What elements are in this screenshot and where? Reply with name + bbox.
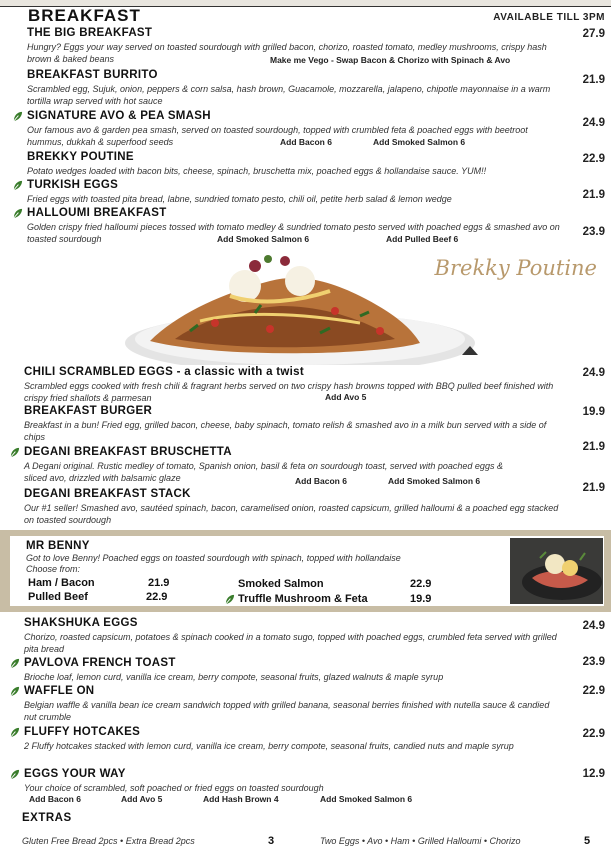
item-price: 22.9 bbox=[582, 153, 605, 165]
item-name: BREAKFAST BURRITO bbox=[27, 69, 158, 81]
item-price: 12.9 bbox=[582, 768, 605, 780]
item-description: 2 Fluffy hotcakes stacked with lemon curd, vanilla ice cream, berry compote, seasonal fruits, candied nuts and maple syrup bbox=[24, 741, 514, 751]
mr-benny-description bbox=[26, 553, 496, 575]
item-name: HALLOUMI BREAKFAST bbox=[27, 207, 167, 219]
vegetarian-leaf-icon bbox=[9, 727, 20, 738]
vegetarian-leaf-icon bbox=[9, 686, 20, 697]
item-description: Scrambled egg, Sujuk, onion, peppers & corn salsa, hash brown, Guacamole, mozzarella, jalapeno, chipotle mayonnaise in a warm tortilla wrap served with hot sauce bbox=[27, 84, 551, 106]
item-addon: Add Bacon 6 bbox=[29, 794, 81, 804]
item-addon: Add Smoked Salmon 6 bbox=[388, 476, 481, 486]
item-price: 22.9 bbox=[582, 685, 605, 697]
mr-benny-choose: Choose from: bbox=[26, 564, 81, 574]
item-description: Chorizo, roasted capsicum, potatoes & spinach cooked in a tomato sugo, topped with poached eggs, crumbled feta served with grilled pita bread bbox=[24, 632, 557, 654]
vegetarian-leaf-icon bbox=[12, 111, 23, 122]
item-description: Belgian waffle & vanilla bean ice cream sandwich topped with grilled banana, seasonal berries finished with nutella sauce & candied nut crumble bbox=[24, 700, 550, 722]
mr-benny-photo bbox=[510, 538, 603, 604]
vegetarian-leaf-icon bbox=[9, 769, 20, 780]
item-addon: Add Smoked Salmon 6 bbox=[320, 794, 413, 804]
item-name: SHAKSHUKA EGGS bbox=[24, 617, 138, 629]
item-price: 24.9 bbox=[582, 620, 605, 632]
benny-option-price: 22.9 bbox=[410, 578, 432, 590]
mr-benny-desc-text: Got to love Benny! Poached eggs on toasted sourdough with spinach, topped with hollandaise bbox=[26, 553, 401, 563]
item-price: 24.9 bbox=[582, 117, 605, 129]
item-description: A Degani original. Rustic medley of tomato, Spanish onion, basil & feta on sourdough toast, served with poached eggs & sliced avo, drizzled with balsamic glaze bbox=[24, 461, 503, 483]
benny-option-label: Truffle Mushroom & Feta bbox=[238, 593, 368, 605]
benny-option-label: Pulled Beef bbox=[28, 591, 88, 603]
benny-option-label: Smoked Salmon bbox=[238, 578, 324, 590]
photo-caption: Brekky Poutine bbox=[434, 256, 597, 280]
availability-note: AVAILABLE TILL 3PM bbox=[493, 12, 605, 23]
item-description: Golden crispy fried halloumi pieces tossed with tomato medley & sundried tomato pesto served with poached eggs & smashed avo on toasted sourdough bbox=[27, 222, 560, 244]
item-name: BREAKFAST BURGER bbox=[24, 405, 153, 417]
item-price: 24.9 bbox=[582, 367, 605, 379]
vegetarian-leaf-icon bbox=[9, 658, 20, 669]
item-name: BREKKY POUTINE bbox=[27, 151, 134, 163]
item-price: 23.9 bbox=[582, 656, 605, 668]
item-addon: Add Smoked Salmon 6 bbox=[373, 137, 466, 147]
item-addon: Add Bacon 6 bbox=[280, 137, 332, 147]
item-name: DEGANI BREAKFAST STACK bbox=[24, 488, 191, 500]
item-price: 19.9 bbox=[582, 406, 605, 418]
benny-option-price: 19.9 bbox=[410, 593, 432, 605]
benny-option-price: 22.9 bbox=[146, 591, 168, 603]
item-addon: Add Avo 5 bbox=[325, 392, 367, 402]
item-name: CHILI SCRAMBLED EGGS - a classic with a twist bbox=[24, 366, 304, 378]
item-name: WAFFLE ON bbox=[24, 685, 95, 697]
item-addon: Add Bacon 6 bbox=[295, 476, 347, 486]
extras-left-price: 3 bbox=[268, 835, 275, 847]
item-name: THE BIG BREAKFAST bbox=[27, 27, 153, 39]
item-description: Potato wedges loaded with bacon bits, cheese, spinach, bruschetta mix, poached eggs & hollandaise sauce. YUM!! bbox=[27, 166, 487, 176]
item-addon: Add Smoked Salmon 6 bbox=[217, 234, 310, 244]
benny-option-price: 21.9 bbox=[148, 577, 170, 589]
extras-right-list: Two Eggs • Avo • Ham • Grilled Halloumi • Chorizo bbox=[320, 836, 521, 846]
vegetarian-leaf-icon bbox=[12, 208, 23, 219]
item-description: Hungry? Eggs your way served on toasted sourdough with grilled bacon, chorizo, roasted tomato, medley mushrooms, crispy hash brown & baked beans bbox=[27, 42, 547, 64]
extras-title: EXTRAS bbox=[22, 812, 72, 824]
item-addon: Add Avo 5 bbox=[121, 794, 163, 804]
item-description: Breakfast in a bun! Fried egg, grilled bacon, cheese, baby spinach, tomato relish & smashed avo in a milk bun served with a side of chips bbox=[24, 420, 547, 442]
extras-right-price: 5 bbox=[584, 835, 591, 847]
vegetarian-leaf-icon bbox=[224, 594, 235, 605]
item-price: 21.9 bbox=[582, 189, 605, 201]
item-addon: Add Hash Brown 4 bbox=[203, 794, 279, 804]
item-description: Fried eggs with toasted pita bread, labne, sundried tomato pesto, chili oil, petite herb salad & lemon wedge bbox=[27, 194, 452, 204]
benny-option-label: Ham / Bacon bbox=[28, 577, 95, 589]
item-name: SIGNATURE AVO & PEA SMASH bbox=[27, 110, 211, 122]
item-description: Our #1 seller! Smashed avo, sautéed spinach, bacon, caramelised onion, roasted capsicum, grilled halloumi & a poached egg stacked on toasted sourdough bbox=[24, 503, 559, 525]
item-description: Our famous avo & garden pea smash, served on toasted sourdough, topped with crumbled feta & poached eggs with beetroot hummus, dukkah & superfood seeds bbox=[27, 125, 528, 147]
item-price: 21.9 bbox=[582, 441, 605, 453]
item-description: Scrambled eggs cooked with fresh chili & fragrant herbs served on two crispy hash browns topped with BBQ pulled beef finished with crispy fried shallots & parmesan bbox=[24, 381, 554, 403]
item-name: FLUFFY HOTCAKES bbox=[24, 726, 141, 738]
item-addon: Add Pulled Beef 6 bbox=[386, 234, 459, 244]
vegetarian-leaf-icon bbox=[12, 180, 23, 191]
item-name: TURKISH EGGS bbox=[27, 179, 119, 191]
item-addon: Make me Vego - Swap Bacon & Chorizo with Spinach & Avo bbox=[270, 55, 511, 65]
item-price: 23.9 bbox=[582, 226, 605, 238]
item-name: EGGS YOUR WAY bbox=[24, 768, 126, 780]
item-price: 22.9 bbox=[582, 728, 605, 740]
item-name: DEGANI BREAKFAST BRUSCHETTA bbox=[24, 446, 232, 458]
extras-left-list: Gluten Free Bread 2pcs • Extra Bread 2pcs bbox=[22, 836, 195, 846]
item-price: 21.9 bbox=[582, 482, 605, 494]
item-price: 21.9 bbox=[582, 74, 605, 86]
item-name: PAVLOVA FRENCH TOAST bbox=[24, 657, 176, 669]
item-price: 27.9 bbox=[582, 28, 605, 40]
item-description: Your choice of scrambled, soft poached or fried eggs on toasted sourdough bbox=[24, 783, 324, 793]
vegetarian-leaf-icon bbox=[9, 447, 20, 458]
mr-benny-title: MR BENNY bbox=[26, 540, 90, 552]
page-title: BREAKFAST bbox=[28, 6, 141, 25]
item-description: Brioche loaf, lemon curd, vanilla ice cream, berry compote, seasonal fruits, glazed walnuts & maple syrup bbox=[24, 672, 444, 682]
